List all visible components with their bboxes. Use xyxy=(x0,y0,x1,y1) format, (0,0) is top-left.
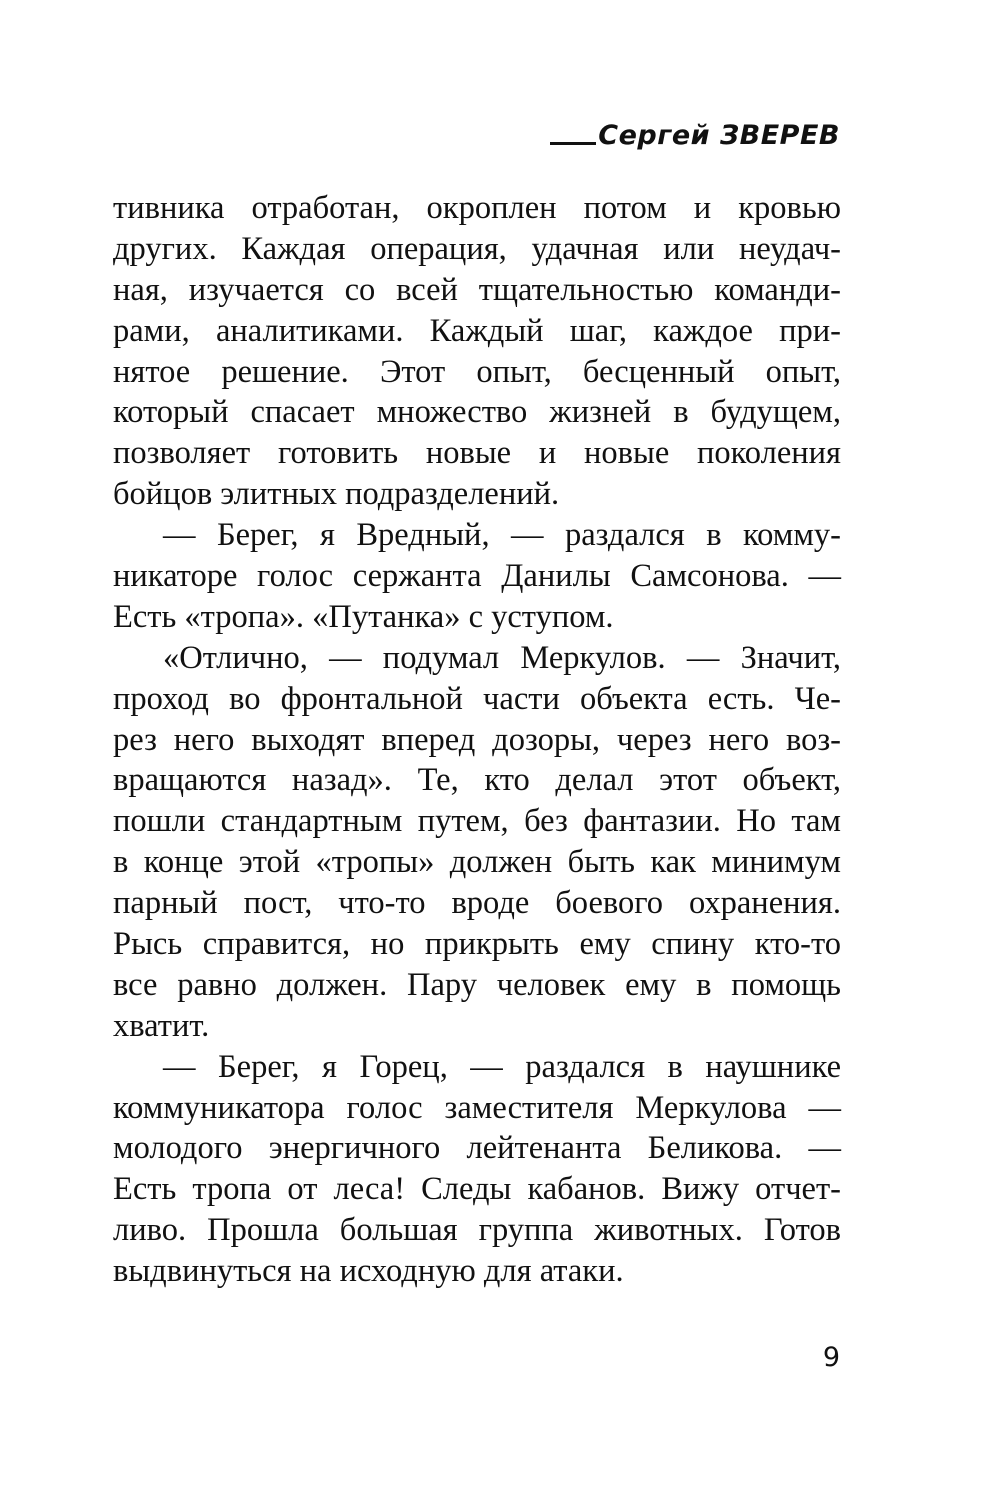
running-head xyxy=(550,120,840,151)
text-line: — Берег, я Вредный, — раздался в комму- xyxy=(163,517,841,554)
text-line: «Отлично, — подумал Меркулов. — Значит, xyxy=(163,639,841,676)
text-line: молодого энергичного лейтенанта Беликова. — xyxy=(113,1130,841,1167)
text-line: ная, изучается со всей тщательностью команди- xyxy=(113,271,841,308)
text-line: позволяет готовить новые и новые поколения xyxy=(113,435,841,472)
paragraph xyxy=(113,1047,841,1292)
text-line: Есть «тропа». «Путанка» с уступом. xyxy=(113,598,614,635)
paragraph xyxy=(113,638,841,1047)
text-line: никаторе голос сержанта Данилы Самсонова. — xyxy=(113,558,841,595)
text-line: пошли стандартным путем, без фантазии. Но там xyxy=(113,803,841,840)
text-line: в конце этой «тропы» должен быть как минимум xyxy=(113,844,841,881)
text-line: все равно должен. Пару человек ему в помощь xyxy=(113,966,841,1003)
text-line: нятое решение. Этот опыт, бесценный опыт, xyxy=(113,353,841,390)
text-line: бойцов элитных подразделений. xyxy=(113,476,560,513)
text-line: вращаются назад». Те, кто делал этот объект, xyxy=(113,762,841,799)
text-line: — Берег, я Горец, — раздался в наушнике xyxy=(163,1048,841,1085)
text-line: рами, аналитиками. Каждый шаг, каждое при- xyxy=(113,312,841,349)
page-number: 9 xyxy=(822,1342,840,1373)
text-line: выдвинуться на исходную для атаки. xyxy=(113,1253,624,1290)
running-head-author: Сергей ЗВЕРЕВ xyxy=(598,120,840,151)
paragraph xyxy=(113,188,841,515)
text-line: тивника отработан, окроплен потом и кровью xyxy=(113,190,841,226)
text-line: хватит. xyxy=(113,1007,210,1044)
text-line: коммуникатора голос заместителя Меркулова — xyxy=(113,1089,841,1126)
body-text xyxy=(113,188,841,1292)
text-line: Есть тропа от леса! Следы кабанов. Вижу отчет- xyxy=(113,1171,841,1208)
text-line: проход во фронтальной части объекта есть. Че- xyxy=(113,680,841,717)
text-line: Рысь справится, но прикрыть ему спину кто-то xyxy=(113,926,841,963)
text-line: парный пост, что-то вроде боевого охранения. xyxy=(113,885,841,922)
text-line: который спасает множество жизней в будущем, xyxy=(113,394,841,431)
text-line: других. Каждая операция, удачная или неудач- xyxy=(113,230,841,267)
text-line: рез него выходят вперед дозоры, через него воз- xyxy=(113,721,841,758)
running-head-rule xyxy=(550,142,596,145)
text-line: ливо. Прошла большая группа животных. Готов xyxy=(113,1212,841,1249)
paragraph xyxy=(113,515,841,638)
